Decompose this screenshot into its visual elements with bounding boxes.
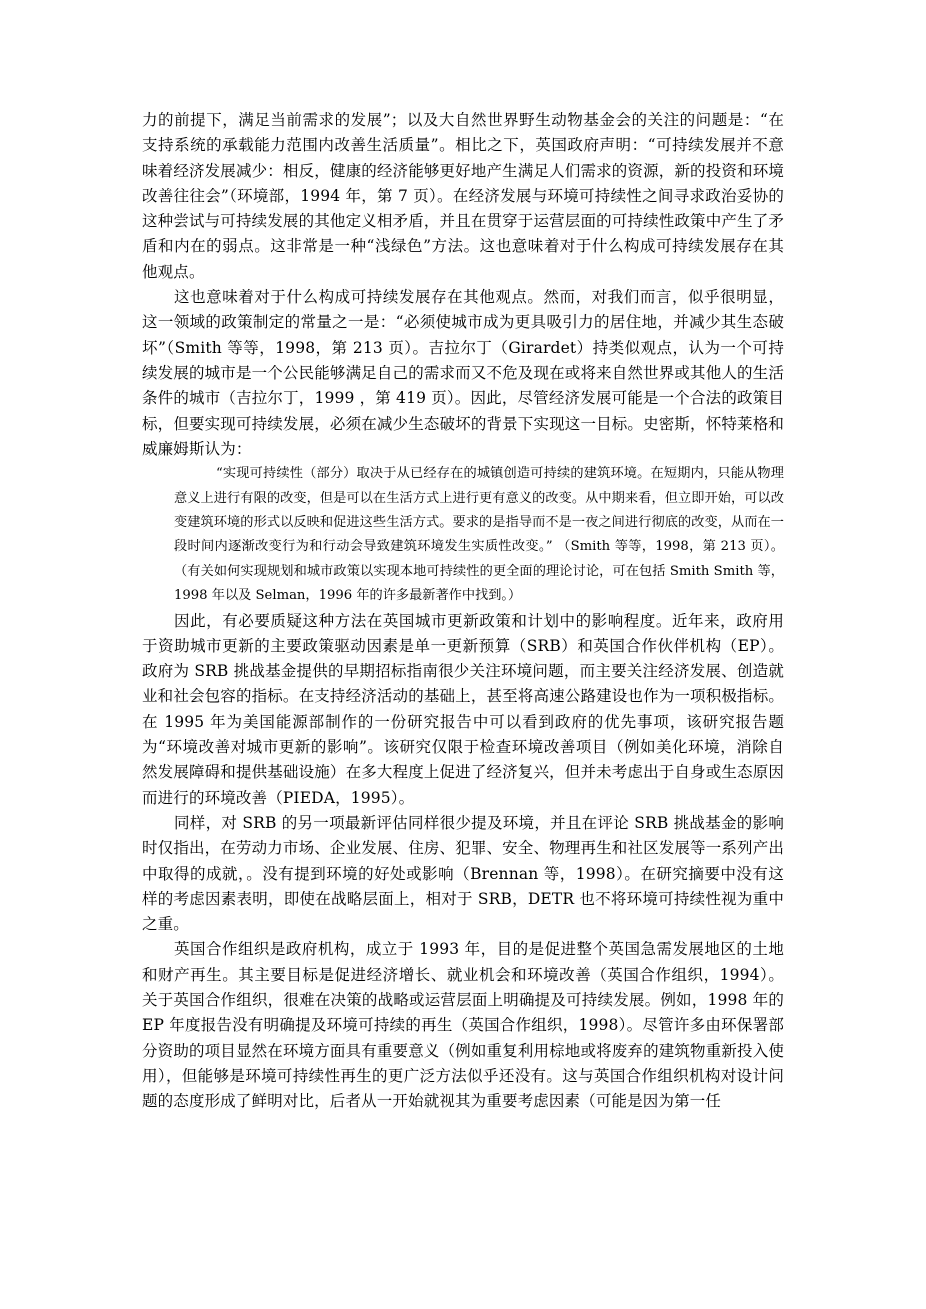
document-page: [142, 108, 784, 1115]
block-quote-smith: “实现可持续性（部分）取决于从已经存在的城镇创造可持续的建筑环境。在短期内，只能从物理意义上进行有限的改变，但是可以在生活方式上进行更有意义的改变。从中期来看，但立即开始，可以改变建筑环境的形式以反映和促进这些生活方式。要求的是指导而不是一夜之间进行彻底的改变，从而在一段时间内逐渐改变行为和行动会导致建筑环境发生实质性改变。” （Smith 等等，1998，第 213 页）。（有关如何实现规划和城市政策以实现本地可持续性的更全面的理论讨论，可在包括 Smith Smith 等，1998 年以及 Selman，1996 年的许多最新著作中找到。）: [174, 466, 784, 604]
paragraph-continuation: 力的前提下，满足当前需求的发展”；以及大自然世界野生动物基金会的关注的问题是：“在支持系统的承载能力范围内改善生活质量”。相比之下，英国政府声明：“可持续发展并不意味着经济发展减少：相反，健康的经济能够更好地产生满足人们需求的资源，新的投资和环境改善往往会”（环境部，1994 年，第 7 页）。在经济发展与环境可持续性之间寻求政治妥协的这种尝试与可持续发展的其他定义相矛盾，并且在贯穿于运营层面的可持续性政策中产生了矛盾和内在的弱点。这非常是一种“浅绿色”方法。这也意味着对于什么构成可持续发展存在其他观点。: [142, 111, 784, 281]
paragraph-sustainability-views: 这也意味着对于什么构成可持续发展存在其他观点。然而，对我们而言，似乎很明显，这一领域的政策制定的常量之一是：“必须使城市成为更具吸引力的居住地，并减少其生态破坏”（Smith 等等，1998，第 213 页）。吉拉尔丁（Girardet）持类似观点，认为一个可持续发展的城市是一个公民能够满足自己的需求而又不危及现在或将来自然世界或其他人的生活条件的城市（吉拉尔丁，1999 ，第 419 页）。因此，尽管经济发展可能是一个合法的政策目标，但要实现可持续发展，必须在减少生态破坏的背景下实现这一目标。史密斯，怀特莱格和威廉姆斯认为：: [142, 288, 784, 458]
paragraph-srb-policy: 因此，有必要质疑这种方法在英国城市更新政策和计划中的影响程度。近年来，政府用于资助城市更新的主要政策驱动因素是单一更新预算（SRB）和英国合作伙伴机构（EP）。政府为 SRB 挑战基金提供的早期招标指南很少关注环境问题，而主要关注经济发展、创造就业和社会包容的指标。在支持经济活动的基础上，甚至将高速公路建设也作为一项积极指标。在 1995 年为美国能源部制作的一份研究报告中可以看到政府的优先事项，该研究报告题为“环境改善对城市更新的影响”。该研究仅限于检查环境改善项目（例如美化环境，消除自然发展障碍和提供基础设施）在多大程度上促进了经济复兴，但并未考虑出于自身或生态原因而进行的环境改善（PIEDA，1995）。: [142, 611, 784, 807]
paragraph-english-partnerships: 英国合作组织是政府机构，成立于 1993 年，目的是促进整个英国急需发展地区的土地和财产再生。其主要目标是促进经济增长、就业机会和环境改善（英国合作组织，1994）。关于英国合作组织，很难在决策的战略或运营层面上明确提及可持续发展。例如，1998 年的 EP 年度报告没有明确提及环境可持续的再生（英国合作组织，1998）。尽管许多由环保署部分资助的项目显然在环境方面具有重要意义（例如重复利用棕地或将废弃的建筑物重新投入使用），但能够是环境可持续性再生的更广泛方法似乎还没有。这与英国合作组织机构对设计问题的态度形成了鲜明对比，后者从一开始就视其为重要考虑因素（可能是因为第一任: [142, 940, 784, 1111]
paragraph-srb-evaluation: 同样，对 SRB 的另一项最新评估同样很少提及环境，并且在评论 SRB 挑战基金的影响时仅指出，在劳动力市场、企业发展、住房、犯罪、安全、物理再生和社区发展等一系列产出中取得的成就，。没有提到环境的好处或影响（Brennan 等，1998）。在研究摘要中没有这样的考虑因素表明，即使在战略层面上，相对于 SRB，DETR 也不将环境可持续性视为重中之重。: [142, 813, 784, 934]
